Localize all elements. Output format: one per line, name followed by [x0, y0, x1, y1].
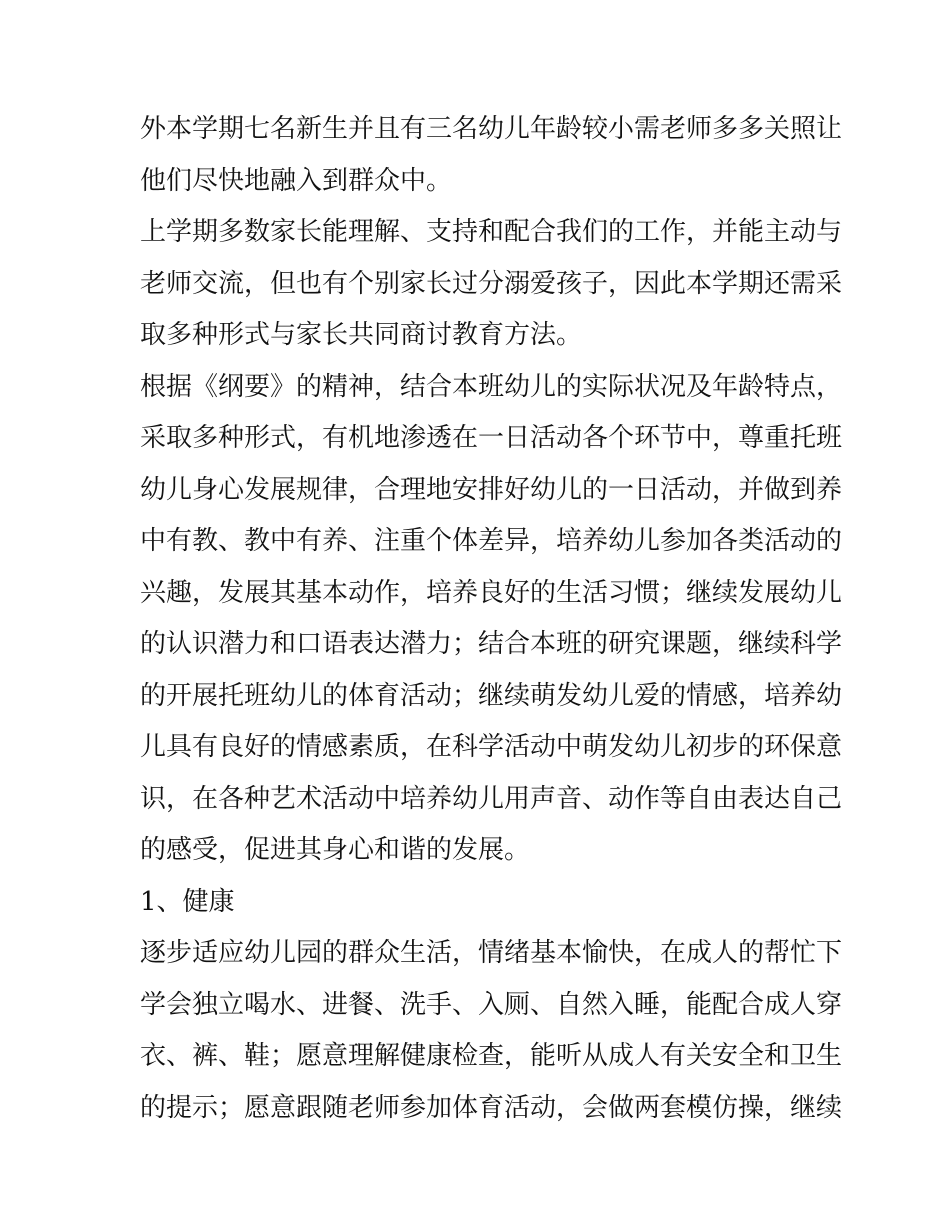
text-line: 幼儿身心发展规律，合理地安排好幼儿的一日活动，并做到养: [140, 474, 843, 505]
document-body: [140, 104, 843, 1134]
text-line: 采取多种形式，有机地渗透在一日活动各个环节中，尊重托班: [140, 423, 843, 453]
text-line: 儿具有良好的情感素质，在科学活动中萌发幼儿初步的环保意: [140, 732, 843, 762]
text-line: 的提示；愿意跟随老师参加体育活动，会做两套模仿操，继续: [140, 1092, 843, 1123]
text-line: 的认识潜力和口语表达潜力；结合本班的研究课题，继续科学: [140, 629, 843, 659]
text-line: 取多种形式与家长共同商讨教育方法。: [140, 320, 583, 350]
section-heading: 1、健康: [140, 886, 235, 917]
text-line: 衣、裤、鞋；愿意理解健康检查，能听从成人有关安全和卫生: [140, 1041, 843, 1071]
text-line: 根据《纲要》的精神，结合本班幼儿的实际状况及年龄特点，: [140, 371, 843, 402]
text-line: 他们尽快地融入到群众中。: [140, 165, 453, 196]
text-line: 识，在各种艺术活动中培养幼儿用声音、动作等自由表达自己: [140, 783, 843, 814]
text-line: 老师交流，但也有个别家长过分溺爱孩子，因此本学期还需采: [140, 268, 843, 299]
text-line: 中有教、教中有养、注重个体差异，培养幼儿参加各类活动的: [140, 526, 843, 556]
text-line: 兴趣，发展其基本动作，培养良好的生活习惯；继续发展幼儿: [140, 577, 843, 608]
text-line: 学会独立喝水、进餐、洗手、入厕、自然入睡，能配合成人穿: [140, 989, 843, 1020]
text-line: 上学期多数家长能理解、支持和配合我们的工作，并能主动与: [140, 217, 843, 247]
text-line: 外本学期七名新生并且有三名幼儿年龄较小需老师多多关照让: [140, 114, 843, 144]
text-line: 的开展托班幼儿的体育活动；继续萌发幼儿爱的情感，培养幼: [140, 680, 843, 711]
text-line: 的感受，促进其身心和谐的发展。: [140, 835, 531, 865]
text-line: 逐步适应幼儿园的群众生活，情绪基本愉快，在成人的帮忙下: [140, 938, 843, 968]
